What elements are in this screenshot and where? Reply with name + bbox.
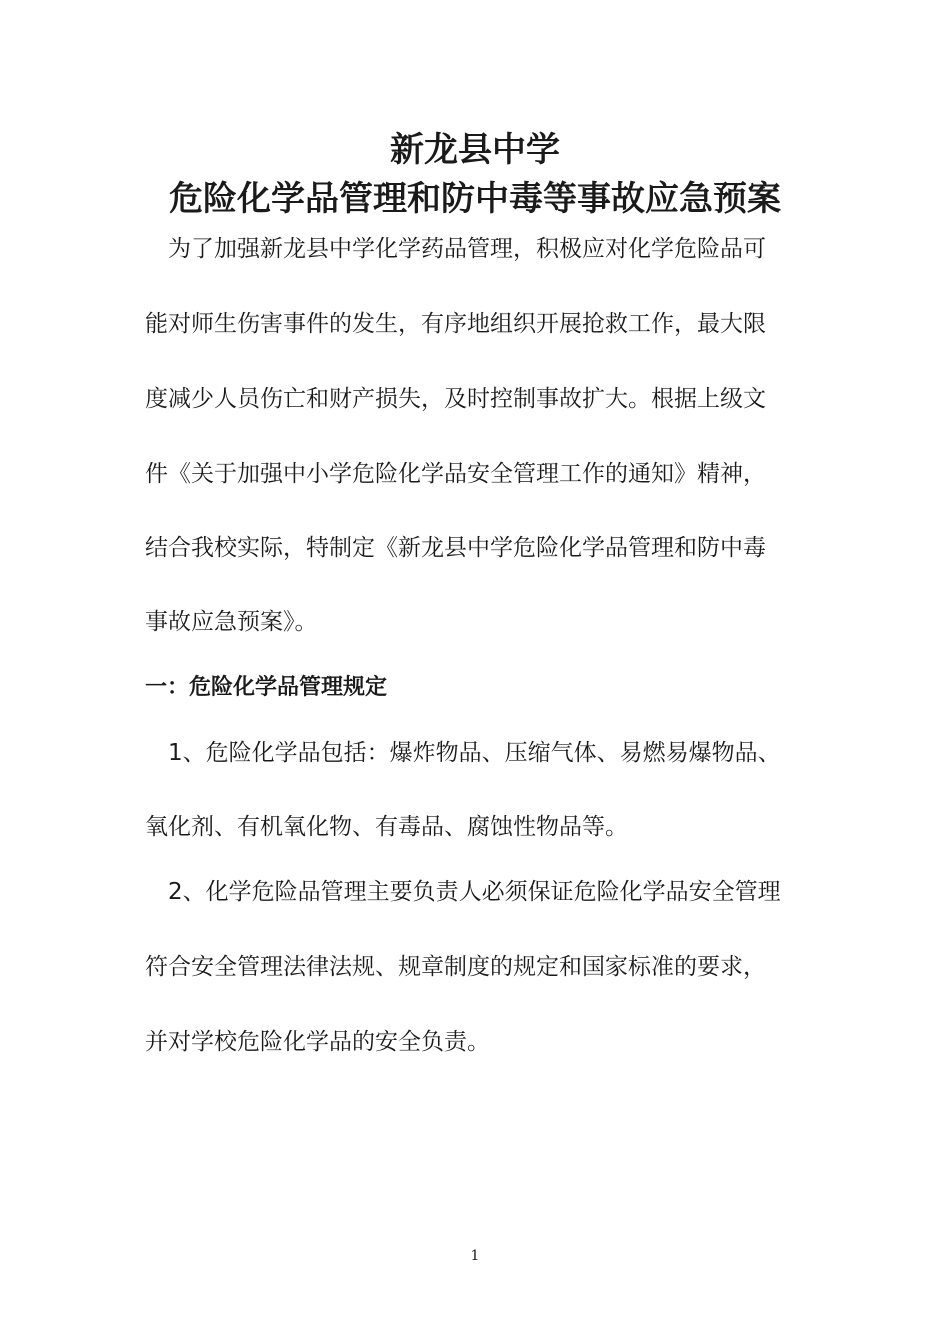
document-title-line-1: 新龙县中学: [390, 130, 560, 170]
intro-line: 能对师生伤害事件的发生，有序地组织开展抢救工作，最大限: [145, 311, 766, 337]
intro-line: 度减少人员伤亡和财产损失，及时控制事故扩大。根据上级文: [145, 386, 766, 412]
intro-line: 事故应急预案》。: [145, 609, 318, 635]
item-2-line: 符合安全管理法律法规、规章制度的规定和国家标准的要求，: [145, 954, 766, 980]
intro-line: 结合我校实际，特制定《新龙县中学危险化学品管理和防中毒: [145, 535, 766, 561]
intro-line: 件《关于加强中小学危险化学品安全管理工作的通知》精神，: [145, 461, 766, 487]
intro-line: 为了加强新龙县中学化学药品管理，积极应对化学危险品可: [145, 236, 766, 262]
document-title-line-2: 危险化学品管理和防中毒等事故应急预案: [169, 179, 781, 219]
section-heading: 一：危险化学品管理规定: [145, 675, 388, 700]
item-1-line: 氧化剂、有机氧化物、有毒品、腐蚀性物品等。: [145, 814, 628, 840]
item-2-line: 并对学校危险化学品的安全负责。: [145, 1029, 490, 1055]
item-2-line: 2、化学危险品管理主要负责人必须保证危险化学品安全管理: [145, 879, 781, 905]
page-number: 1: [470, 1248, 480, 1264]
item-1-line: 1、危险化学品包括：爆炸物品、压缩气体、易燃易爆物品、: [145, 740, 781, 766]
